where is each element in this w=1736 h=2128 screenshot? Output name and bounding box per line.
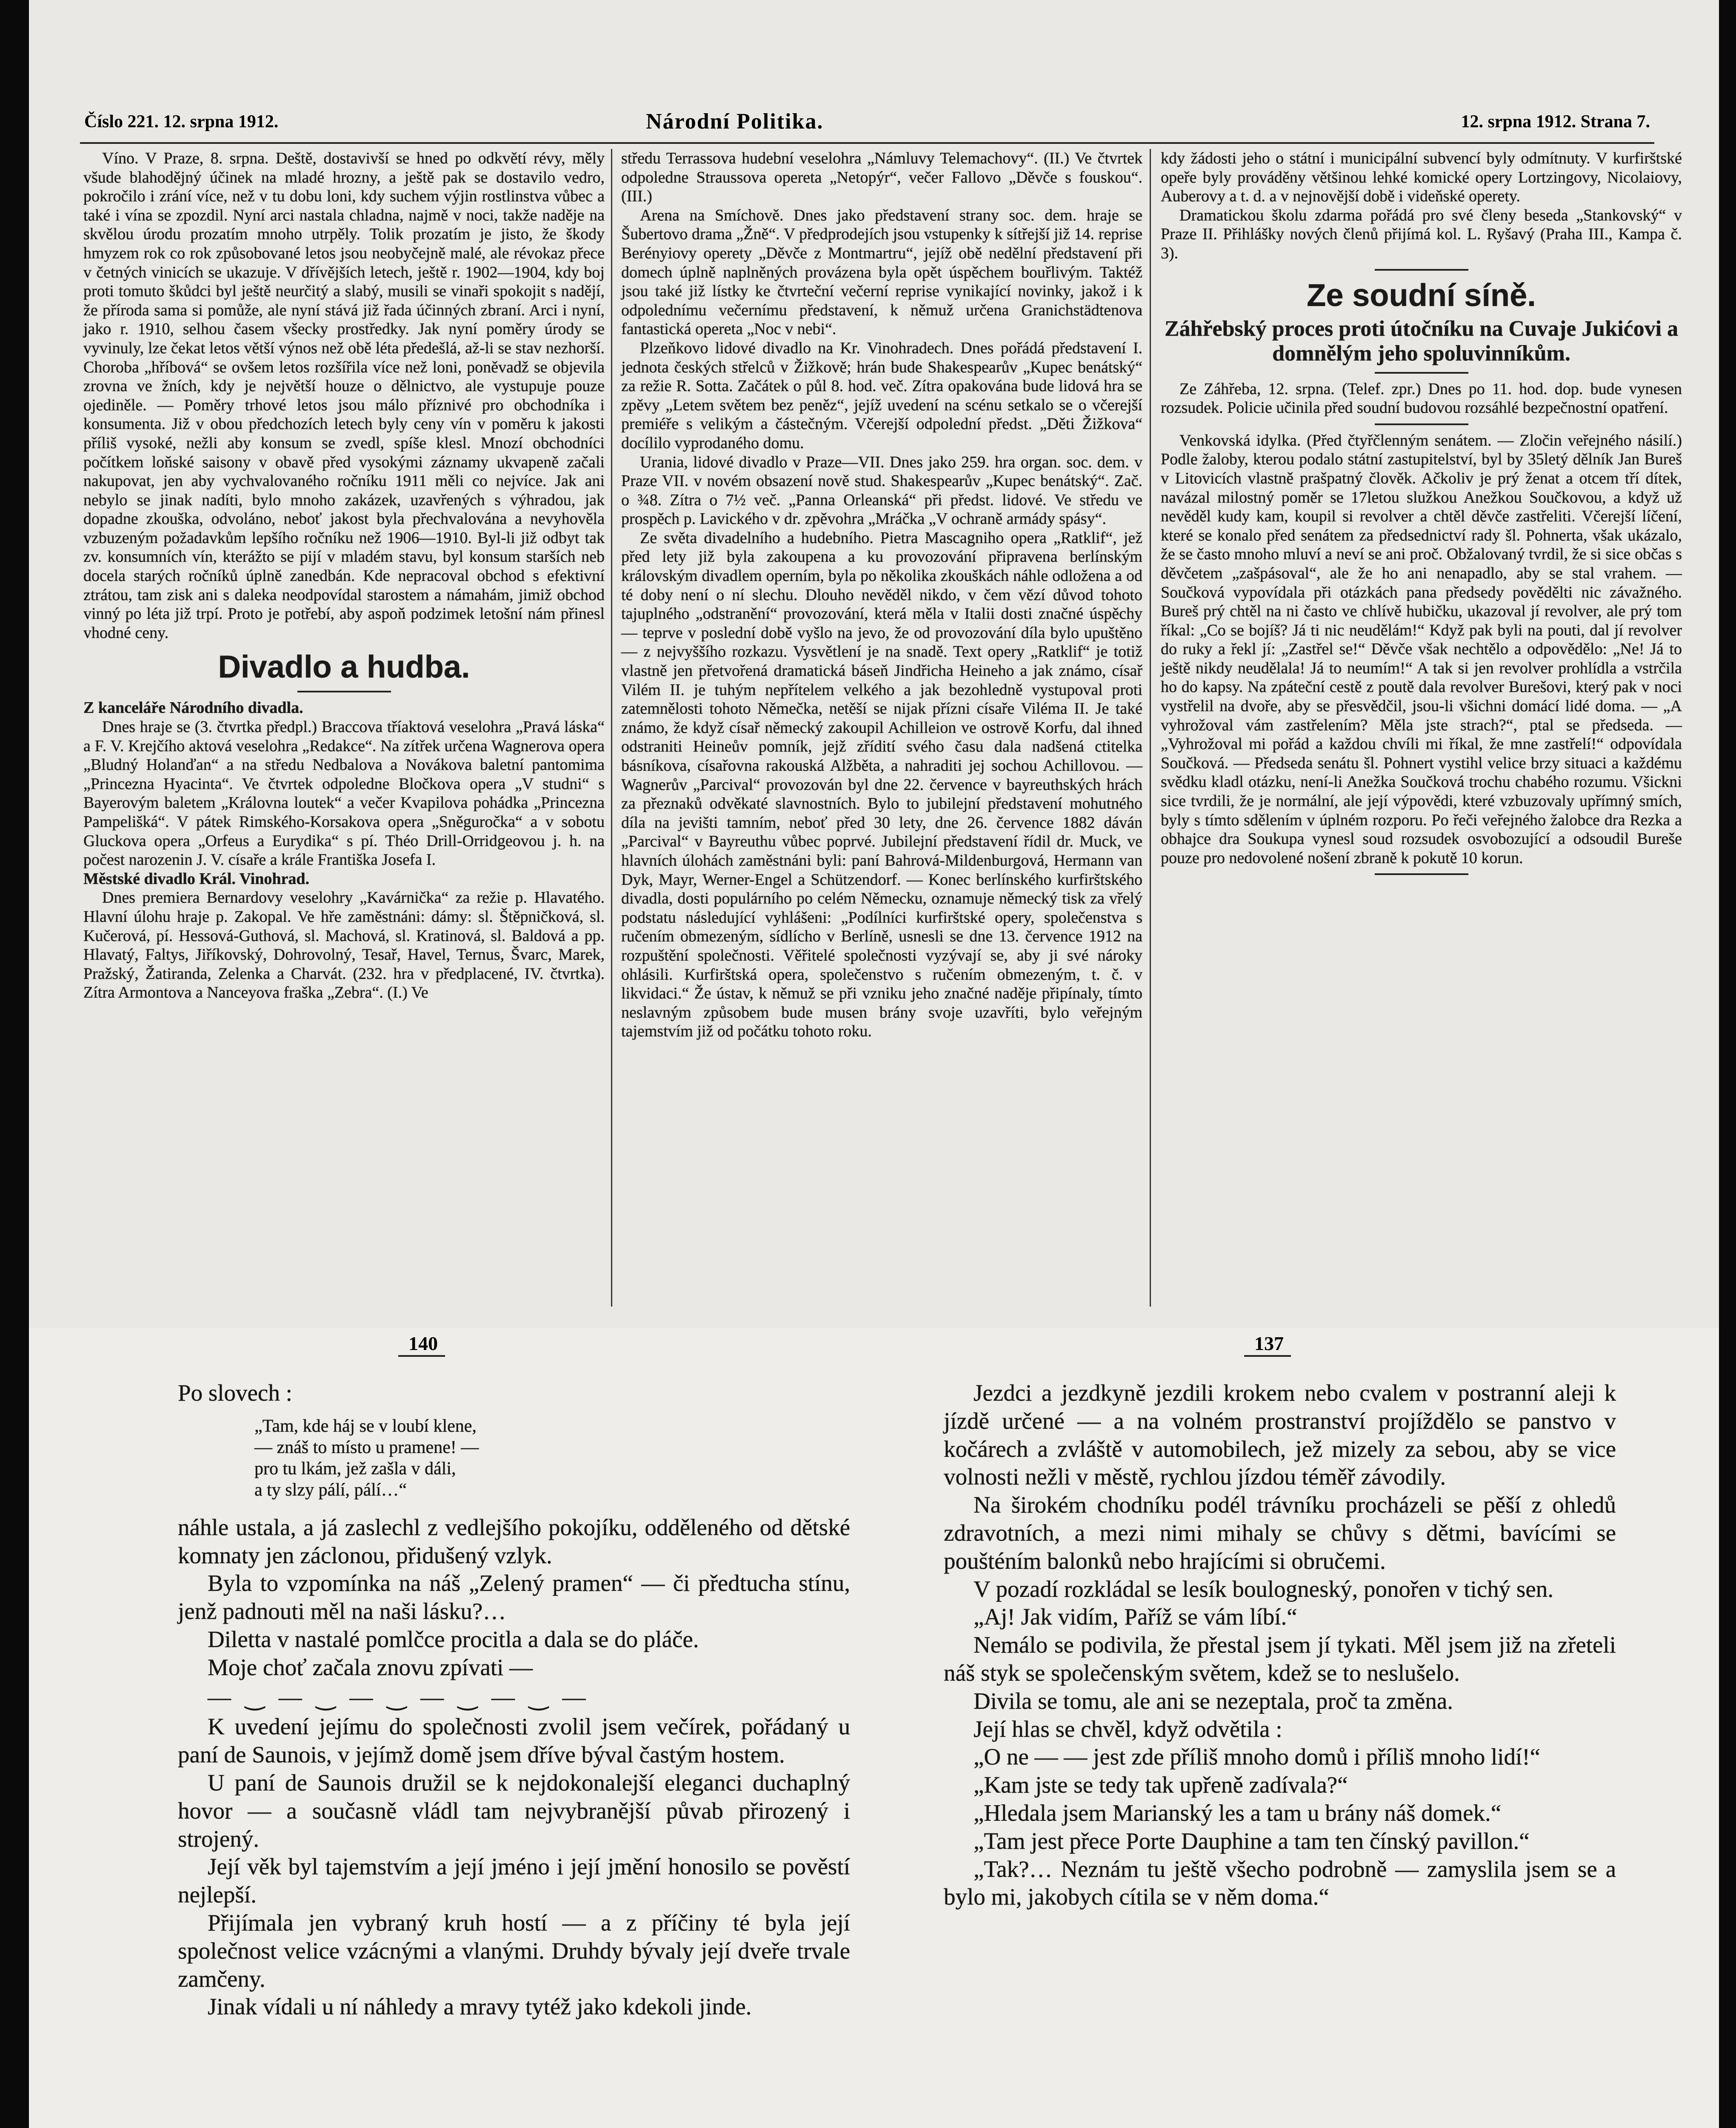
subheading-narodni-divadlo: Z kanceláře Národního divadla. [83,699,303,717]
novel-paragraph: náhle ustala, a já zaslechl z vedlejšího pokojíku, odděleného od dětské komnaty jen záclonou, přidušený vzlyk. [178,1514,850,1568]
novel-paragraph: Jinak vídali u ní náhledy a mravy tytéž jako kdekoli jinde. [208,1994,752,2020]
subheading-zahreb-proces: Záhřebský proces proti útočníku na Cuvaje Jukićovi a domnělým jeho spoluvinníkům. [1164,316,1679,366]
page-number-rule-left [398,1355,445,1357]
page-number-left: 140 [408,1333,438,1354]
novel-paragraph: Nemálo se podivila, že přestal jsem jí tykati. Měl jsem již na zřeteli náš styk se společenským světem, kdež se to neslušelo. [944,1632,1616,1686]
novel-paragraph: „Kam jste se tedy tak upřeně zadívala?“ [974,1772,1348,1798]
novel-paragraph: V pozadí rozkládal se lesík boulogneský, ponořen v tichý sen. [974,1576,1553,1602]
novel-page-left [178,1379,850,2021]
masthead [84,109,1650,137]
novel-paragraph: Divila se tomu, ale ani se nezeptala, proč ta změna. [974,1688,1453,1714]
column-2 [621,149,1142,1041]
novel-paragraph: Její věk byl tajemstvím a její jméno i její jmění honosilo se pověstí nejlepší. [178,1853,850,1908]
newspaper-title: Národní Politika. [646,109,824,134]
article-narodni-divadlo: Dnes hraje se (3. čtvrtka předpl.) Braccova tříaktová veselohra „Pravá láska“ a F. V. Krejčího aktová veselohra „Redakce“. Na zítřek určena Wagnerova opera „Bludný Holanďan“ a na středu Nedbalova a Novákova baletní pantomima „Princezna Hyacinta“. Ve čtvrtek odpoledne Bločkova opera „V studni“ s Bayerovým baletem „Královna loutek“ a večer Kvapilova pohádka „Princezna Pampelišká“. V pátek Rimského-Korsakova opera „Sněguročka“ a v sobotu Gluckova opera „Orfeus a Eurydika“ s pí. Théo Drill-Orridgeovou j. h. na počest narozenin J. V. císaře a krále Františka Josefa I. [83,718,605,869]
article-venkovska-idylka: Venkovská idylka. (Před čtyřčlenným senátem. — Zločin veřejného násilí.) Podle žaloby, kterou podalo státní zastupitelství, byl by 35letý dělník Jan Bureš v Litovicích vlastně prašpatný člověk. Ačkoliv je prý ženat a otcem tří dítek, navázal milostný poměr se 17letou služkou Anežkou Součkovou, a když už nevěděl kudy kam, koupil si revolver a chtěl děvče zastřeliti. Včerejší líčení, které se konalo před senátem za předsednictví rady šl. Pohnerta, však ukázalo, že se často mnoho mluví a neví se ani proč. Obžalovaný tvrdil, že si sice občas s děvčetem „zašpásoval“, ale že ho ani nenapadlo, aby se stal vrahem. — Součková vypovídala při otázkách pana předsedy povědělti nic závažného. Bureš prý chtěl na ni často ve chlívě hubičku, ukazoval jí revolver, ale prý tom říkal: „Co se bojíš? Já ti nic neudělám!“ Když pak byli na pouti, dal jí revolver do ruky a řekl jí: „Zastřel se!“ Děvče však nechtělo a odpovědělo: „Ne! Já to ještě nikdy neudělala! Já to neumím!“ A tak si jen revolver prohlídla a vstrčila ho do kapsy. Na zpáteční cestě z poutě dala revolver Burešovi, který pak v noci vystřelil na dvoře, aby se přesvědčil, jsou-li všichni domácí lidé doma. — „A vyhrožoval vám zastřelením? Měla jste strach?“, ptal se předseda. — „Vyhrožoval mi pořád a každou chvíli mi říkal, že mne zastřelí!“ odpovídala Součková. — Předseda senátu šl. Pohnert vystihl velice brzy situaci a každému svědku kladl otázku, není-li Anežka Součková trochu chabého rozumu. Všickni sice tvrdili, že je normální, ale její výpovědi, které vzbuzovaly upřímný smích, byly s tímto sdělením v úplném rozporu. Po řeči veřejného žalobce dra Rezka a obhajce dra Soukupa vynesl soud rozsudek osvobozující a odsoudil Bureše pouze pro nedovolené nošení zbraně k pokutě 10 korun. [1161,431,1682,867]
novel-page-right [944,1379,1616,1911]
novel-paragraph: U paní de Saunois družil se k nejdokonalejší eleganci duchaplný hovor — a současně vládl tam nejvybranější půvab přirozený i strojený. [178,1769,850,1852]
poem-stanza [254,1416,850,1501]
page-number-rule-right [1244,1355,1291,1357]
novel-paragraph: Byla to vzpomínka na náš „Zelený pramen“ — či předtucha stínu, jenž padnouti měl na naši lásku?… [178,1570,850,1625]
poem-line: a ty slzy pálí, pálí…“ [254,1480,407,1500]
novel-paragraph: Jezdci a jezdkyně jezdili krokem nebo cvalem v postranní aleji k jízdě určené — a na volném prostranství projíždělo se panstvo v kočárech a zvláště v automobilech, jež mizely za sebou, aby se vice volnosti nežli v městě, rychlou jízdou téměř závodily. [944,1380,1616,1490]
novel-paragraph: „Tak?… Neznám tu ještě všecho podrobně — zamyslila jsem se a bylo mi, jakobych cítila se v něm doma.“ [944,1856,1616,1910]
novel-paragraph: „Tam jest přece Porte Dauphine a tam ten čínský pavillon.“ [974,1828,1530,1854]
section-break: — ‿ — ‿ — ‿ — ‿ — ‿ — [208,1684,590,1710]
novel-paragraph: Přijímala jen vybraný kruh hostí — a z příčiny té byla její společnost velice vzácnými a vlanými. Druhdy bývaly její dveře trvale zamčeny. [178,1909,850,1992]
section-heading-soudni-sin: Ze soudní síně. [1307,277,1536,313]
article-kurfirst-opera: kdy žádosti jeho o státní i municipální subvencí byly odmítnuty. V kurfirštské opeře byly prováděny většinou lehké komické opery Lortzingovy, Nicolaiovy, Auberovy a t. d. a v nejnovější době i videňské operety. [1161,149,1682,206]
section-rule [1375,269,1468,271]
novel-paragraph: Na širokém chodníku podél trávníku procházeli se pěší z ohledů zdravotních, a mezi nimi mihaly se chůvy s dětmi, bavícími se poušténím balonků nebo hrajícími si obručemi. [944,1492,1616,1574]
article-vinohrady: Dnes premiera Bernardovy veselohry „Kavárnička“ za režie p. Hlavatého. Hlavní úlohu hraje p. Zakopal. Ve hře zaměstnáni: dámy: sl. Štěpničková, sl. Kučerová, pí. Hessová-Guthová, sl. Machová, sl. Kratinová, sl. Baldová a pp. Hlavatý, Faltys, Jiříkovský, Dohrovolný, Tesař, Havel, Ternus, Švarc, Marek, Pražský, Žatiranda, Zelenka a Charvát. (232. hra v předplacené, IV. čtvrtka). Zítra Armontova a Nanceyova fraška „Zebra“. (I.) Ve [83,889,605,1002]
poem-line: pro tu lkám, jež zašla v dáli, [254,1459,456,1479]
novel-paragraph: Moje choť začala znovu zpívati — [208,1654,533,1680]
subheading-rule [1375,372,1468,374]
novel-paragraph: „Hledala jsem Marianský les a tam u brány náš domek.“ [974,1799,1502,1826]
novel-paragraph: „O ne — — jest zde příliš mnoho domů i příliš mnoho lidí!“ [974,1744,1541,1770]
column-divider-1 [611,149,612,1307]
end-rule [1375,873,1468,875]
page-number-right: 137 [1254,1333,1284,1354]
article-terrasse: středu Terrassova hudební veselohra „Námluvy Telemachovy“. (II.) Ve čtvrtek odpoledne Straussova opereta „Netopýr“, večer Fallovo „Děvče s fouskou“. (III.) [621,149,1142,206]
heading-rule [297,691,391,692]
newspaper-sheet [29,0,1719,2128]
novel-paragraph: K uvedení jejímu do společnosti zvolil jsem večírek, pořádaný u paní de Saunois, v jejímž domě jsem dříve býval častým hostem. [178,1713,850,1768]
novel-lead: Po slovech : [178,1380,292,1406]
article-plzenkovo-divadlo: Plzeňkovo lidové divadlo na Kr. Vinohradech. Dnes pořádá představení I. jednota českých střelců v Žižkově; hrán bude Shakespearův „Kupec benátský“ za režie R. Sotta. Začátek o půl 8. hod. več. Zítra opakována bude lidová hra se zpěvy „Letem světem bez peněz“, jejíž uvedení na scénu setkalo se o včerejší premiéře s velikým a částečným. Včerejší odpolední předst. „Děti Žižkova“ docílilo vyprodaného domu. [621,339,1142,452]
article-zahreb: Ze Záhřeba, 12. srpna. (Telef. zpr.) Dnes po 11. hod. dop. bude vynesen rozsudek. Policie učinila před soudní budovou rozsáhlé bezpečnostní opatření. [1161,380,1682,417]
novel-paragraph: Diletta v nastalé pomlčce procitla a dala se do pláče. [208,1626,699,1652]
novel-paragraph: Její hlas se chvěl, když odvětila : [974,1716,1282,1742]
page-date-number: 12. srpna 1912. Strana 7. [1461,112,1650,132]
article-dramaticka-skola: Dramatickou školu zdarma pořádá pro své členy beseda „Stankovský“ v Praze II. Přihlášky nových členů přijímá kol. L. Ryšavý (Praha III., Kampa č. 3). [1161,206,1682,262]
article-rule [1375,423,1468,425]
poem-line: „Tam, kde háj se v loubí klene, [254,1416,477,1436]
article-ze-sveta-divadelniho: Ze světa divadelního a hudebního. Pietra Mascagniho opera „Ratklif“, jež před lety již byla zakoupena a ku provozování připravena berlínským královským divadlem operním, byla po několika zkouškách náhle odložena a od té doby není o ní slechu. Dlouho nevěděl nikdo, v čem vězí důvod tohoto tajuplného „odstranění“ provozování, která měla v Italii dosti značné úspěchy — teprve v poslední době vyšlo na jevo, že od provozování díla bylo upuštěno — z nejvyššího rozkazu. Vysvětlení je na snadě. Text opery „Ratklif“ je totiž vlastně jen přetvořená dramatická báseň Jindřicha Heineho a jak známo, císař Vilém II. je tuhým nepřítelem velkého a jak bezohledně vystupoval proti zatemnělosti tohoto Němečka, netěší se nijak přízni císaře Viléma II. Je také známo, že když císař německý zakoupil Achilleion ve ostrově Korfu, dal ihned odstraniti Heineův pomník, jejž zřídití svého času dala nadšená ctitelka básníkova, císařovna rakouská Alžběta, a nahraditi jej sochou Achillovou. — Wagnerův „Parcival“ provozován byl dne 22. července v bayreuthských hrách za přeznaků odvěkaté slavnostních. Bylo to jubilejní představení mohutného díla na jevišti tamním, neboť před 30 lety, dne 26. července 1882 dáván „Parcival“ v Bayreuthu vůbec poprvé. Jubilejní představení řídil dr. Muck, ve hlavních úlohách zaměstnáni byli: paní Bahrová-Mildenburgová, Hermann van Dyk, Mayr, Werner-Engel a Schützendorf. — Konec berlínského kurfirštského divadla, dosti populárního po celém Německu, oznamuje německý tisk za vřelý podstatu následující vyhlášeni: „Podílníci kurfirštské opery, společenstva s ručením obmezeným, sídlícho v Berlíně, usnesli se dne 13. července 1912 na rozpuštění společnosti. Věřitelé společnosti vyzývají se, aby ji své nároky ohlásili. Kurfirštská opera, společenstvo s ručením obmezeným, t. č. v likvidaci.“ Že ústav, k němuž se při vzniku jeho značné naděje připínaly, tímto neslavným způsobem bude musen brány svoje uzavříti, bylo veřejným tajemstvím již od počátku tohoto roku. [621,529,1142,1041]
article-vino: Víno. V Praze, 8. srpna. Deště, dostavivší se hned po odkvětí révy, měly všude blahodějný účinek na mladé hrozny, a ještě pak se dostavilo vedro, pokročilo i zrání více, než v tu dobu loni, kdy suchem výjin rostlinstva vůbec a také i vína se zpozdil. Nyní arci nastala chladna, najmě v noci, takže naděje na skvělou úrodu prozatím mnoho utrpěly. Tolik prozatím je jisto, že škody hmyzem rok co rok způsobované letos jsou neobyčejně malé, ale révokaz přece v četných vinicích se ukazuje. V dřívějších letech, ještě r. 1902—1904, kdy boj proti tomuto škůdci byl ještě neurčitý a slabý, musili se vinaři spokojit s nadějí, že příroda sama si pomůže, ale nyní stává již řada účinných zbraní. Arci i nyní, jako r. 1910, selhou časem všecky prostředky. Jak nyní poměry úrody se vyvinuly, lze čekat letos větší výnos než obě léta předešlá, až-li se stav nezhorší. Choroba „hříbová“ se ovšem letos rozšířila více než loni, poněvadž se objevila zrovna ve žních, kdy je největší houze o dělnictvo, ale vystupuje pouze ojediněle. — Poměry trhové letos jsou málo příznivé pro obchodníka i konsumenta. Již v obou předchozích letech byly ceny vín v poměru k jakosti příliš vysoké, nežli aby konsum se zvedl, spíše klesl. Mnozí obchodníci počítkem loňské saisony v obavě před vysokými záznamy ukvapeně začali nakupovat, jen aby vychvalovaného ročníku 1911 měli co nejvíce. Jak ani nebylo se jinak nadíti, bylo mnoho zakázek, uzavřených s výhradou, jak dopadne zkouška, odvoláno, neboť jakost byla přechvalována a nevyhověla vzbuzeným požadavkům lepšího ročníku než 1906—1910. Byl-li již odbyt tak zv. konsumních vín, kterážto se pijí v mladém stavu, byl konsum starších neb docela starých ročníků úplně zanedbán. Kde nepracoval obchod s efektivní ztrátou, tam zisk ani s daleka neodpovídal starostem a námahám, jimiž obchod vinný po léta již trpí. Proto je potřebí, aby aspoň podzimek letošní nám přinesl vhodné ceny. [83,149,605,642]
section-heading-divadlo: Divadlo a hudba. [218,649,470,685]
novel-paragraph: „Aj! Jak vidím, Paříž se vám líbí.“ [974,1604,1297,1630]
subheading-vinohrady: Městské divadlo Král. Vinohrad. [83,870,309,888]
column-1 [83,149,605,1002]
article-arena-smichov: Arena na Smíchově. Dnes jako představení strany soc. dem. hraje se Šubertovo drama „Žně“. V předprodejích jsou vstupenky k sítřejší již 14. reprise Berényiovy operety „Děvče z Montmartru“, jejíž obě nedělní představení při domech úplně naplněných provázena byla opět úspěchem bouřlivým. Taktéž jsou také již lístky ke čtvrteční večerní reprise vynikající novinky, jakož i k odpolednímu večernímu představení, k němuž určena Granichstädtenova fantastická opereta „Noc v nebi“. [621,206,1142,338]
column-divider-2 [1150,149,1151,1307]
column-3 [1161,149,1682,881]
article-urania: Urania, lidové divadlo v Praze—VII. Dnes jako 259. hra organ. soc. dem. v Praze VII. v novém obsazení nově stud. Shakespearův „Kupec benátský“. Zač. o ¾8. Zítra o 7½ več. „Panna Orleanská“ při předst. lidové. Ve středu ve prospěch p. Lavického v dr. zpěvohra „Mráčka „V ochraně armády spásy“. [621,453,1142,528]
poem-line: — znáš to místo u pramene! — [254,1437,479,1457]
masthead-rule [80,142,1654,144]
issue-number-date: Číslo 221. 12. srpna 1912. [84,112,279,132]
